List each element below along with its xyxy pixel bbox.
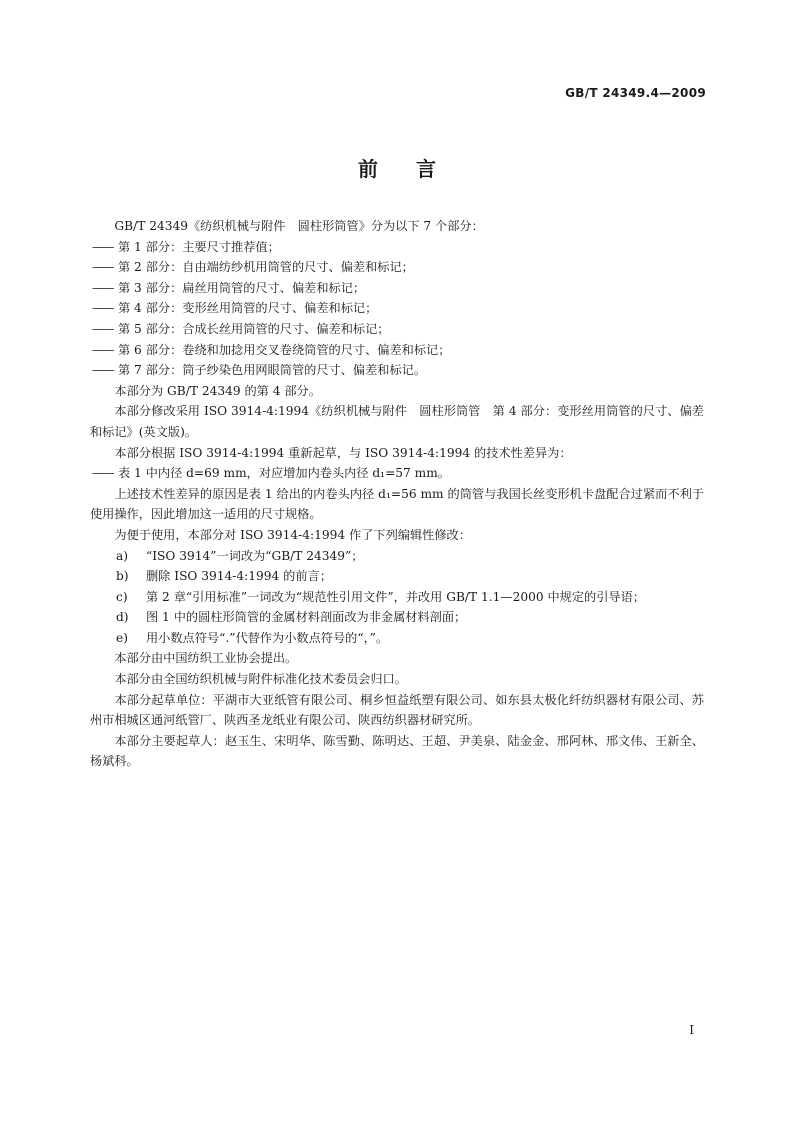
item-text: 图 1 中的圆柱形筒管的金属材料剖面改为非金属材料剖面； (146, 610, 467, 625)
technical-difference-item (90, 463, 704, 484)
dash-mark: —— (92, 321, 113, 336)
drafters-paragraph: 本部分主要起草人：赵玉生、宋明华、陈雪勤、陈明达、王超、尹美泉、陆金金、邢阿林、邢文伟、王新全、杨斌科。 (90, 733, 704, 769)
part-list-item (90, 298, 704, 319)
item-text: 第 2 章“引用标准”一词改为“规范性引用文件”，并改用 GB/T 1.1—2000 中规定的引导语； (146, 589, 645, 604)
part-text: 第 4 部分：变形丝用筒管的尺寸、偏差和标记； (118, 301, 378, 316)
item-label: b) (116, 569, 129, 584)
editorial-change-item (90, 628, 704, 649)
dash-mark: —— (92, 342, 113, 357)
dash-mark: —— (92, 260, 113, 275)
reason-paragraph: 上述技术性差异的原因是表 1 给出的内卷头内径 d₁=56 mm 的筒管与我国长丝变形机卡盘配合过紧而不利于使用操作，因此增加这一适用的尺寸规格。 (90, 486, 704, 522)
item-label: a) (116, 548, 129, 563)
document-body (90, 216, 704, 772)
part-list-item (90, 340, 704, 361)
difference-text: 表 1 中内径 d=69 mm，对应增加内卷头内径 d₁=57 mm。 (118, 466, 450, 481)
page-title: 前言 (358, 157, 474, 181)
editorial-change-item (90, 566, 704, 587)
editorial-intro-paragraph: 为便于使用，本部分对 ISO 3914-4:1994 作了下列编辑性修改： (114, 527, 471, 542)
part-list-item (90, 360, 704, 381)
dash-mark: —— (92, 466, 113, 481)
dash-mark: —— (92, 239, 113, 254)
part-list-item (90, 278, 704, 299)
part-text: 第 6 部分：卷绕和加捻用交叉卷绕筒管的尺寸、偏差和标记； (118, 342, 451, 357)
part-text: 第 7 部分：筒子纱染色用网眼筒管的尺寸、偏差和标记。 (118, 363, 427, 378)
part-text: 第 2 部分：自由端纺纱机用筒管的尺寸、偏差和标记； (118, 260, 414, 275)
editorial-change-item (90, 546, 704, 567)
item-label: c) (116, 589, 128, 604)
item-label: d) (116, 610, 129, 625)
centralized-by-paragraph: 本部分由全国纺织机械与附件标准化技术委员会归口。 (114, 672, 407, 687)
part-list-item (90, 319, 704, 340)
dash-mark: —— (92, 363, 113, 378)
editorial-change-item (90, 587, 704, 608)
dash-mark: —— (92, 301, 113, 316)
item-text: “ISO 3914”一词改为“GB/T 24349”； (146, 548, 364, 563)
part-list-item (90, 257, 704, 278)
part-text: 第 1 部分：主要尺寸推荐值； (118, 239, 280, 254)
redraft-paragraph: 本部分根据 ISO 3914-4:1994 重新起草，与 ISO 3914-4:1994 的技术性差异为： (114, 445, 572, 460)
proposed-by-paragraph: 本部分由中国纺织工业协会提出。 (114, 651, 298, 666)
drafting-units-paragraph: 本部分起草单位：平湖市大亚纸管有限公司、桐乡恒益纸塑有限公司、如东县太极化纤纺织器材有限公司、苏州市相城区通河纸管厂、陕西圣龙纸业有限公司、陕西纺织器材研究所。 (90, 692, 704, 728)
standard-number: GB/T 24349.4—2009 (565, 86, 706, 100)
item-text: 用小数点符号“.”代替作为小数点符号的“，”。 (146, 630, 389, 645)
editorial-change-item (90, 607, 704, 628)
intro-paragraph: GB/T 24349《纺织机械与附件 圆柱形筒管》分为以下 7 个部分： (114, 219, 484, 233)
part-text: 第 3 部分：扁丝用筒管的尺寸、偏差和标记； (118, 280, 366, 295)
adoption-paragraph: 本部分修改采用 ISO 3914-4:1994《纺织机械与附件 圆柱形筒管 第 4 部分：变形丝用筒管的尺寸、偏差和标记》(英文版)。 (90, 404, 704, 439)
item-text: 删除 ISO 3914-4:1994 的前言； (146, 569, 332, 584)
item-label: e) (116, 630, 128, 645)
dash-mark: —— (92, 280, 113, 295)
part-text: 第 5 部分：合成长丝用筒管的尺寸、偏差和标记； (118, 321, 390, 336)
page-number: I (689, 1023, 694, 1037)
part-of-paragraph: 本部分为 GB/T 24349 的第 4 部分。 (114, 383, 321, 398)
part-list-item (90, 237, 704, 258)
